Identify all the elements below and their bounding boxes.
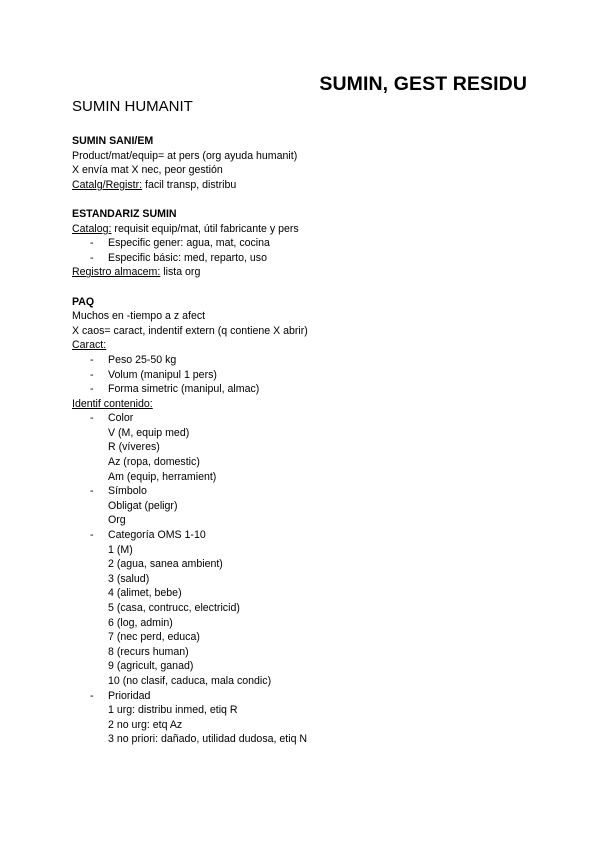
sub-item: Org xyxy=(108,514,126,527)
sub-item: Az (ropa, domestic) xyxy=(108,456,200,469)
bullet-item xyxy=(72,382,552,397)
underlined-label: Identif contenido: xyxy=(72,397,153,410)
bullet-item xyxy=(72,689,552,704)
labeled-line xyxy=(72,338,552,353)
sub-item: 4 (alimet, bebe) xyxy=(108,587,182,600)
underlined-label: Caract: xyxy=(72,339,107,352)
sub-item: 10 (no clasif, caduca, mala condic) xyxy=(108,674,272,687)
sub-item: R (víveres) xyxy=(108,441,160,454)
sub-item: 9 (agricult, ganad) xyxy=(108,660,194,673)
section-heading: ESTANDARIZ SUMIN xyxy=(72,207,177,220)
labeled-line xyxy=(72,397,552,412)
document-body xyxy=(72,134,552,747)
spacer xyxy=(72,192,552,207)
bullet-item xyxy=(72,251,552,266)
underlined-label: Catalg/Registr: xyxy=(72,178,143,191)
bullet-dash: - xyxy=(90,237,94,250)
bullet-text: Símbolo xyxy=(108,485,147,498)
bullet-text: Forma simetric (manipul, almac) xyxy=(108,383,260,396)
sub-item: 8 (recurs human) xyxy=(108,645,189,658)
underlined-label: Registro almacem: xyxy=(72,266,161,279)
bullet-text: Categoría OMS 1-10 xyxy=(108,529,206,542)
text-line: Muchos en -tiempo a z afect xyxy=(72,310,206,323)
bullet-dash: - xyxy=(90,689,94,702)
spacer xyxy=(72,280,552,295)
bullet-item xyxy=(72,236,552,251)
bullet-item xyxy=(72,368,552,383)
sub-item: 5 (casa, contrucc, electricid) xyxy=(108,602,240,614)
section xyxy=(72,295,552,747)
sub-item: 3 (salud) xyxy=(108,572,150,585)
section-heading: SUMIN SANI/EM xyxy=(72,135,154,147)
bullet-dash: - xyxy=(90,412,94,425)
bullet-text: Prioridad xyxy=(108,689,151,702)
section xyxy=(72,134,552,192)
bullet-dash: - xyxy=(90,383,94,396)
label-value: facil transp, distribu xyxy=(142,178,237,191)
sub-item: 1 urg: distribu inmed, etiq R xyxy=(108,704,238,717)
bullet-dash: - xyxy=(90,529,94,542)
bullet-item xyxy=(72,411,552,426)
bullet-text: Especific básic: med, reparto, uso xyxy=(108,251,267,264)
sub-item: 2 no urg: etq Az xyxy=(108,718,183,731)
label-value: requisit equip/mat, útil fabricante y pers xyxy=(111,222,299,235)
labeled-line xyxy=(72,265,552,280)
section xyxy=(72,207,552,280)
document-title: SUMIN, GEST RESIDU xyxy=(319,73,527,95)
labeled-line xyxy=(72,178,552,193)
bullet-text: Especific gener: agua, mat, cocina xyxy=(108,237,270,250)
section-heading: PAQ xyxy=(72,295,95,308)
sub-item: 1 (M) xyxy=(108,543,133,556)
text-line: Product/mat/equip= at pers (org ayuda humanit) xyxy=(72,149,298,162)
underlined-label: Catalog: xyxy=(72,222,112,235)
bullet-text: Volum (manipul 1 pers) xyxy=(108,368,217,381)
sub-item: 3 no priori: dañado, utilidad dudosa, etiq N xyxy=(108,733,308,746)
text-line: X envía mat X nec, peor gestión xyxy=(72,164,223,177)
sub-item: 6 (log, admin) xyxy=(108,616,173,629)
bullet-dash: - xyxy=(90,353,94,366)
bullet-item xyxy=(72,484,552,499)
main-heading: SUMIN HUMANIT xyxy=(72,98,193,115)
bullet-text: Peso 25-50 kg xyxy=(108,353,177,366)
bullet-text: Color xyxy=(108,412,134,425)
bullet-dash: - xyxy=(90,251,94,264)
text-line: X caos= caract, indentif extern (q contiene X abrir) xyxy=(72,324,308,337)
bullet-item xyxy=(72,353,552,368)
bullet-item xyxy=(72,528,552,543)
sub-item: Am (equip, herramient) xyxy=(108,470,217,483)
bullet-dash: - xyxy=(90,485,94,498)
sub-item: V (M, equip med) xyxy=(108,426,190,439)
sub-item: 7 (nec perd, educa) xyxy=(108,631,200,644)
labeled-line xyxy=(72,222,552,237)
bullet-dash: - xyxy=(90,368,94,381)
label-value: lista org xyxy=(160,266,201,279)
sub-item: Obligat (peligr) xyxy=(108,499,178,512)
sub-item: 2 (agua, sanea ambient) xyxy=(108,558,223,571)
